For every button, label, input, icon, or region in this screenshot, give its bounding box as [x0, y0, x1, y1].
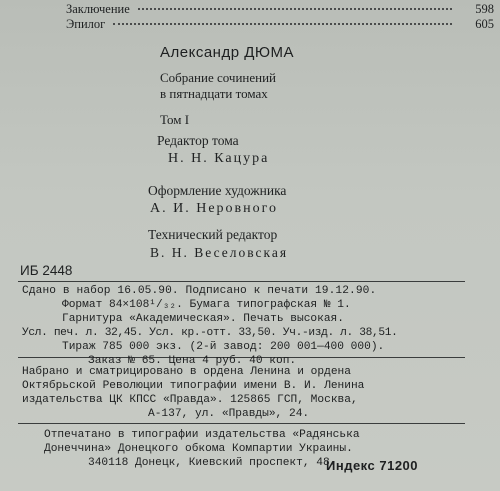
editor-name: Н. Н. Кацура [168, 151, 270, 166]
print-detail-line: Тираж 785 000 экз. (2-й завод: 200 001—400 000). [62, 341, 385, 353]
toc-label: Эпилог [66, 17, 106, 31]
toc-label: Заключение [66, 2, 130, 16]
volume-number: Том I [160, 112, 190, 127]
printing-line: Донеччина» Донецкого обкома Компартии Украины. [44, 443, 353, 455]
typesetting-line: Набрано и сматрицировано в ордена Ленина и ордена [22, 366, 351, 378]
printing-line: Отпечатано в типографии издательства «Радянська [44, 429, 360, 441]
toc-page-number: 598 [475, 2, 494, 16]
tech-editor-name: В. Н. Веселовская [150, 245, 289, 260]
toc-page-number: 605 [475, 17, 494, 31]
print-detail-line: Заказ № 65. Цена 4 руб. 40 коп. [88, 355, 297, 367]
print-detail-line: Сдано в набор 16.05.90. Подписано к печати 19.12.90. [22, 285, 377, 297]
collection-title-line1: Собрание сочинений [160, 70, 277, 85]
print-detail-line: Формат 84×108¹/₃₂. Бумага типографская № 1. [62, 299, 351, 311]
catalog-index: Индекс 71200 [326, 458, 419, 473]
editor-label: Редактор тома [157, 133, 239, 148]
designer-label: Оформление художника [148, 183, 287, 198]
print-detail-line: Усл. печ. л. 32,45. Усл. кр.-отт. 33,50. Уч.-изд. л. 38,51. [22, 327, 398, 339]
collection-title-line2: в пятнадцати томах [160, 86, 268, 101]
author-name: Александр ДЮМА [160, 44, 295, 61]
ib-number: ИБ 2448 [20, 263, 73, 278]
designer-name: А. И. Неровного [150, 201, 279, 216]
typesetting-line: издательства ЦК КПСС «Правда». 125865 ГСП, Москва, [22, 394, 358, 406]
typesetting-line: Октябрьской Революции типографии имени В. И. Ленина [22, 380, 365, 392]
print-detail-line: Гарнитура «Академическая». Печать высокая. [62, 313, 344, 325]
typesetting-line: А-137, ул. «Правды», 24. [148, 408, 310, 420]
tech-editor-label: Технический редактор [148, 227, 278, 242]
printing-line: 340118 Донецк, Киевский проспект, 48. [88, 457, 337, 469]
